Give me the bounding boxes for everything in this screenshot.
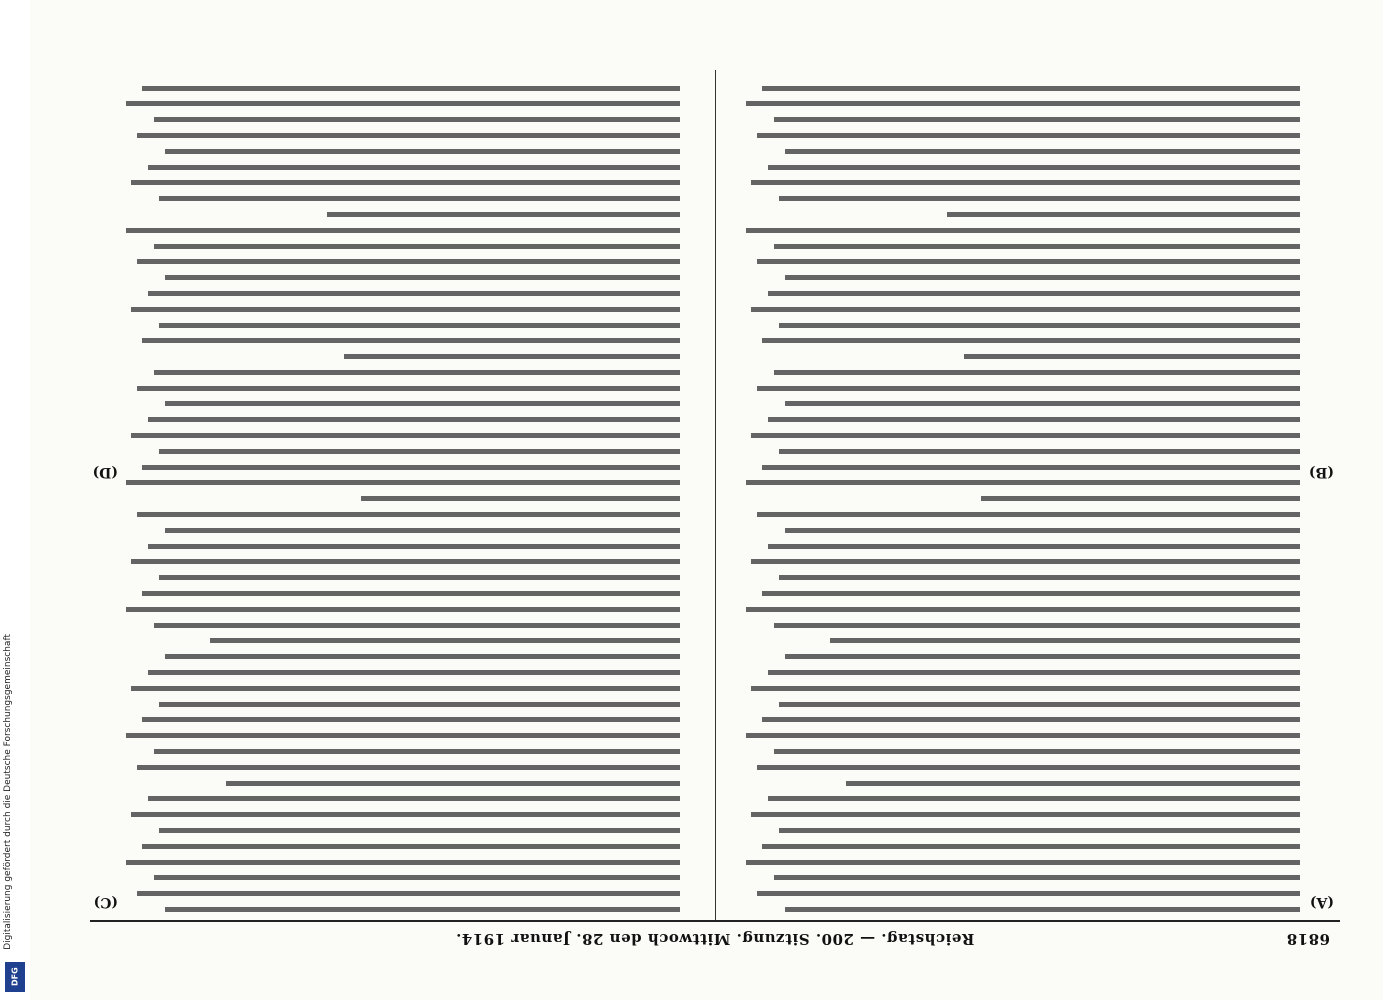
- text-line: [142, 465, 680, 470]
- text-line: [148, 417, 680, 422]
- text-line: [964, 354, 1300, 359]
- text-line: [159, 702, 680, 707]
- text-line: [779, 702, 1300, 707]
- text-line: [137, 765, 680, 770]
- text-line: [154, 370, 680, 375]
- text-line: [768, 291, 1300, 296]
- text-line: [137, 512, 680, 517]
- text-line: [757, 512, 1300, 517]
- text-line: [126, 607, 680, 612]
- text-line: [774, 370, 1300, 375]
- text-line: [746, 860, 1300, 865]
- text-line: [768, 417, 1300, 422]
- text-line: [154, 244, 680, 249]
- text-line: [131, 559, 680, 564]
- text-line: [762, 86, 1300, 91]
- text-line: [746, 101, 1300, 106]
- text-line: [762, 717, 1300, 722]
- column-marker-a: (A): [1309, 894, 1334, 910]
- text-line: [757, 386, 1300, 391]
- text-line: [148, 165, 680, 170]
- text-line: [159, 196, 680, 201]
- text-line: [148, 291, 680, 296]
- text-line: [159, 828, 680, 833]
- text-line: [779, 575, 1300, 580]
- text-line: [165, 275, 680, 280]
- text-line: [142, 338, 680, 343]
- dfg-logo: DFG: [5, 962, 25, 992]
- text-line: [779, 828, 1300, 833]
- text-line: [148, 544, 680, 549]
- text-line: [751, 180, 1300, 185]
- text-column-right: [120, 72, 680, 912]
- text-line: [981, 496, 1300, 501]
- text-line: [785, 528, 1300, 533]
- text-line: [154, 117, 680, 122]
- text-line: [159, 449, 680, 454]
- text-line: [762, 591, 1300, 596]
- text-line: [142, 717, 680, 722]
- page-header: [90, 924, 1340, 950]
- text-line: [785, 275, 1300, 280]
- text-line: [757, 765, 1300, 770]
- text-line: [947, 212, 1300, 217]
- column-marker-b: (B): [1308, 464, 1334, 480]
- text-line: [142, 591, 680, 596]
- text-line: [751, 307, 1300, 312]
- text-line: [751, 559, 1300, 564]
- text-line: [327, 212, 680, 217]
- column-marker-c: (C): [93, 894, 118, 910]
- text-line: [762, 465, 1300, 470]
- text-line: [131, 433, 680, 438]
- text-line: [131, 180, 680, 185]
- text-line: [154, 623, 680, 628]
- text-line: [846, 781, 1300, 786]
- printed-page: [90, 70, 1340, 950]
- credit-text: Digitalisierung gefördert durch die Deutsche Forschungsgemeinschaft: [3, 634, 13, 950]
- text-line: [148, 796, 680, 801]
- text-line: [768, 165, 1300, 170]
- text-line: [165, 907, 680, 912]
- text-line: [126, 860, 680, 865]
- text-line: [154, 749, 680, 754]
- text-line: [165, 654, 680, 659]
- text-line: [746, 607, 1300, 612]
- text-line: [774, 623, 1300, 628]
- text-line: [768, 796, 1300, 801]
- header-rule: [90, 920, 1340, 922]
- text-line: [142, 86, 680, 91]
- text-line: [785, 149, 1300, 154]
- margin-credit: [0, 0, 30, 1000]
- text-line: [785, 654, 1300, 659]
- text-line: [148, 670, 680, 675]
- text-line: [165, 528, 680, 533]
- text-line: [751, 812, 1300, 817]
- text-line: [768, 670, 1300, 675]
- text-line: [779, 323, 1300, 328]
- running-header: Reichstag. — 200. Sitzung. Mittwoch den 28. Januar 1914.: [455, 930, 975, 948]
- text-line: [137, 386, 680, 391]
- text-line: [774, 117, 1300, 122]
- text-line: [774, 749, 1300, 754]
- text-line: [131, 686, 680, 691]
- text-line: [131, 812, 680, 817]
- text-line: [762, 844, 1300, 849]
- text-line: [779, 449, 1300, 454]
- text-line: [361, 496, 680, 501]
- text-line: [159, 575, 680, 580]
- text-line: [757, 259, 1300, 264]
- text-line: [785, 907, 1300, 912]
- text-line: [126, 101, 680, 106]
- text-line: [159, 323, 680, 328]
- text-line: [210, 638, 680, 643]
- text-line: [137, 259, 680, 264]
- text-line: [757, 133, 1300, 138]
- text-line: [126, 480, 680, 485]
- text-line: [774, 875, 1300, 880]
- text-line: [830, 638, 1300, 643]
- text-line: [165, 402, 680, 407]
- text-line: [344, 354, 680, 359]
- text-line: [746, 733, 1300, 738]
- text-line: [142, 844, 680, 849]
- text-line: [137, 891, 680, 896]
- text-line: [154, 875, 680, 880]
- text-line: [768, 544, 1300, 549]
- text-line: [165, 149, 680, 154]
- page-number: 6818: [1286, 930, 1330, 948]
- text-line: [746, 480, 1300, 485]
- text-line: [779, 196, 1300, 201]
- text-line: [751, 433, 1300, 438]
- column-rule: [715, 70, 716, 920]
- text-line: [751, 686, 1300, 691]
- text-line: [226, 781, 680, 786]
- text-column-left: [740, 72, 1300, 912]
- text-line: [757, 891, 1300, 896]
- text-line: [746, 228, 1300, 233]
- text-line: [126, 228, 680, 233]
- column-marker-d: (D): [92, 464, 118, 480]
- text-line: [137, 133, 680, 138]
- text-line: [762, 338, 1300, 343]
- text-line: [774, 244, 1300, 249]
- text-line: [785, 402, 1300, 407]
- text-line: [126, 733, 680, 738]
- scanned-page: [30, 0, 1383, 1000]
- text-line: [131, 307, 680, 312]
